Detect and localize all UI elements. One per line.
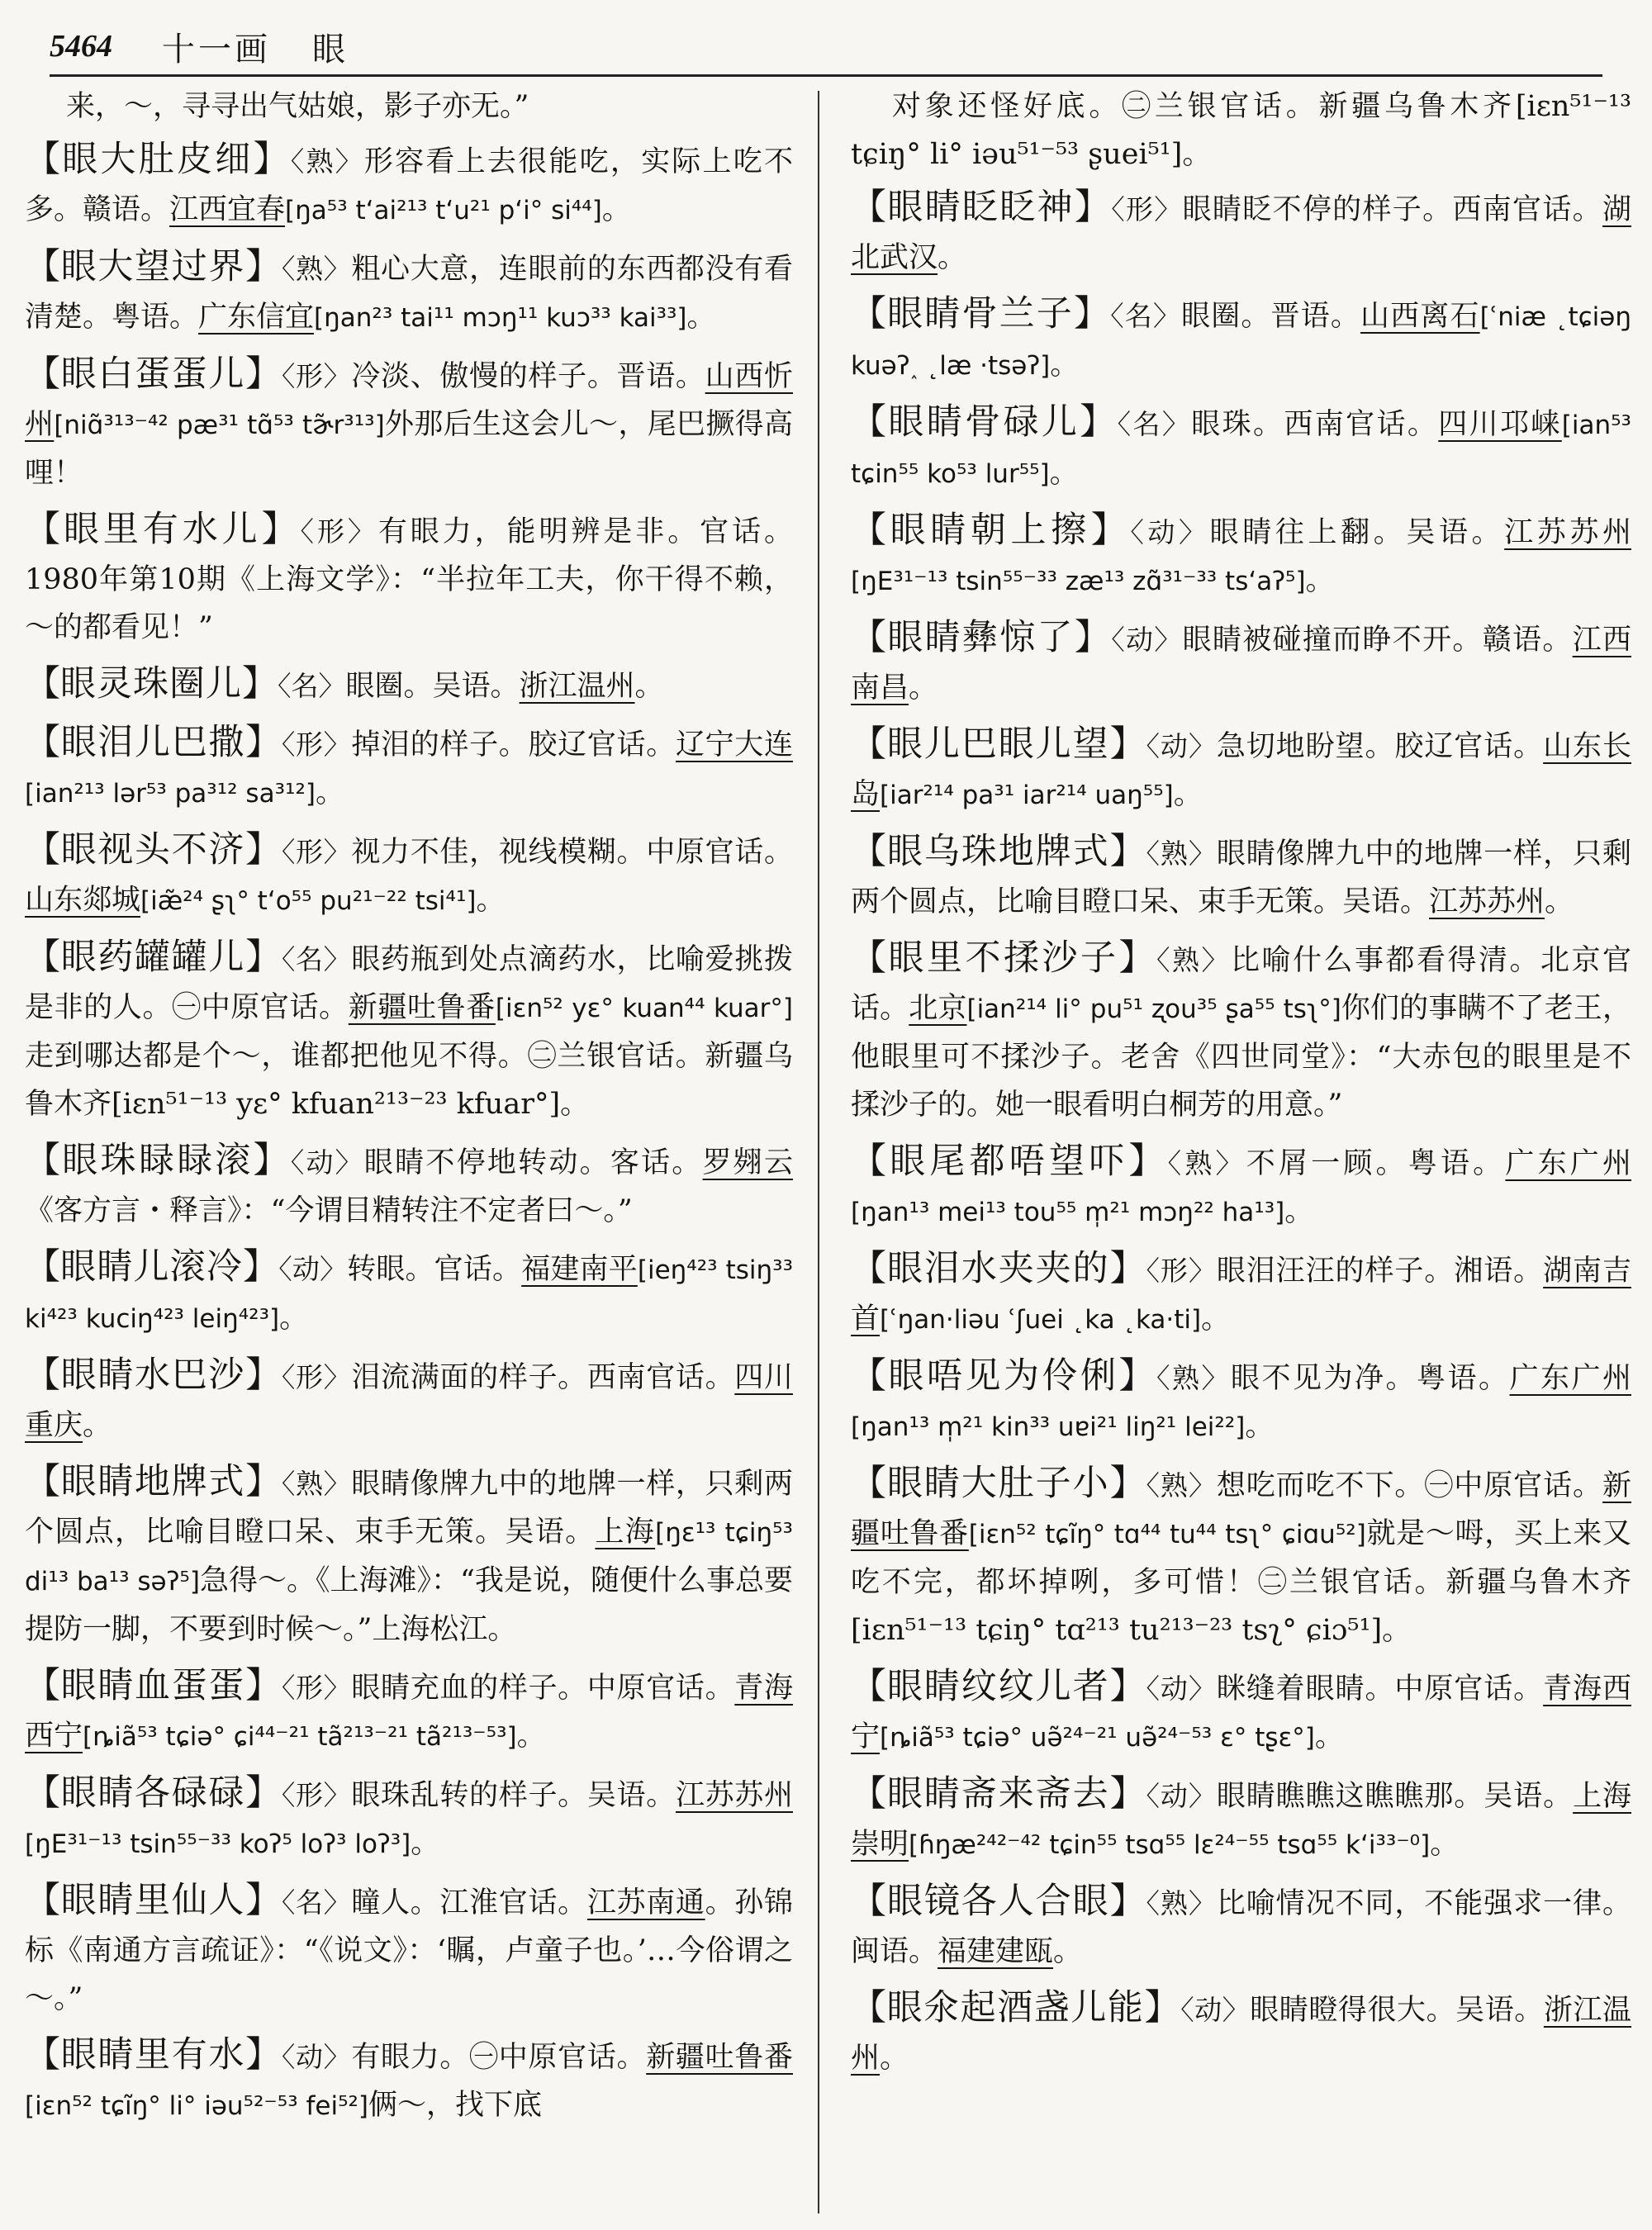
close-bracket: 】 <box>245 937 282 978</box>
dialect-location: 四川重庆 <box>25 1361 793 1442</box>
entry-definition: 急切地盼望。胶辽官话。 <box>1216 730 1544 763</box>
dictionary-entry <box>25 1136 793 1235</box>
part-of-speech: 〈熟〉 <box>1146 1469 1217 1502</box>
close-bracket: 】 <box>245 1880 282 1921</box>
entry-headword: 眼睛眨眨神 <box>887 187 1075 228</box>
entry-headword: 眼泪水夹夹的 <box>886 1248 1110 1289</box>
part-of-speech: 〈形〉 <box>281 836 352 868</box>
close-bracket: 】 <box>1109 1881 1146 1922</box>
part-of-speech: 〈熟〉 <box>1146 1887 1217 1919</box>
entry-example: 你们的事瞒不了老王，他眼里可不揉沙子。老舍《四世同堂》：“大赤包的眼里是不揉沙子的。她一眼看明白桐芳的用意。” <box>851 992 1631 1122</box>
part-of-speech: 〈动〉 <box>1130 516 1210 548</box>
entry-definition: 眼睛往上翻。吴语。 <box>1209 516 1505 549</box>
entry-example: 。 <box>1430 1828 1460 1861</box>
part-of-speech: 〈名〉 <box>281 943 352 975</box>
part-of-speech: 〈动〉 <box>1180 1994 1251 2026</box>
close-bracket: 】 <box>261 509 301 550</box>
part-of-speech: 〈形〉 <box>281 360 352 392</box>
open-bracket: 【 <box>851 187 888 228</box>
part-of-speech: 〈动〉 <box>290 1146 364 1179</box>
open-bracket: 【 <box>851 293 888 334</box>
open-bracket: 【 <box>851 1773 887 1815</box>
entry-definition: 眼睛不停地转动。客话。 <box>363 1146 703 1179</box>
dialect-location: 浙江温州 <box>851 1994 1631 2075</box>
entry-headword: 眼乌珠地牌式 <box>886 831 1110 872</box>
entry-headword: 眼睛骨碌儿 <box>888 401 1080 443</box>
entry-headword: 眼睛水巴沙 <box>60 1355 246 1396</box>
ipa-transcription: [iæ̃²⁴ ʂʅ° tʻo⁵⁵ pu²¹⁻²² tsi⁴¹] <box>140 886 477 916</box>
entry-definition: 眼泪汪汪的样子。湘语。 <box>1216 1255 1544 1288</box>
entry-definition: 眼睛瞪得很大。吴语。 <box>1250 1994 1544 2027</box>
entry-example: 急得～。《上海滩》：“我是说，随便什么事总要提防一脚，不要到时候～。”上海松江。 <box>25 1564 793 1646</box>
dictionary-entry <box>25 826 793 925</box>
dictionary-entry <box>851 1984 1631 2082</box>
page-header <box>50 18 1602 77</box>
entry-example: 。 <box>938 241 967 274</box>
entry-headword: 眼睛里有水 <box>60 2034 246 2076</box>
dialect-location: 江苏苏州 <box>1504 516 1631 549</box>
close-bracket: 】 <box>1109 724 1146 765</box>
entry-definition: 形容看上去很能吃，实际上吃不多。赣语。 <box>25 145 793 226</box>
dictionary-entry <box>851 1137 1631 1236</box>
entry-example: 。 <box>516 1720 546 1753</box>
stroke-count: 十一画 <box>162 30 271 69</box>
dictionary-entry <box>851 720 1631 819</box>
dictionary-entry <box>851 183 1631 282</box>
dictionary-entry <box>25 1769 793 1868</box>
entry-headword: 眼睛朝上擦 <box>890 510 1091 551</box>
ipa-transcription: [ʿŋan·liəu ʿʃuei ˛ka ˛ka·ti] <box>880 1305 1202 1335</box>
entry-definition: 眼睛像牌九中的地牌一样，只剩两个圆点，比喻目瞪口呆、束手无策。吴语。 <box>25 1468 793 1549</box>
open-bracket: 【 <box>25 1461 61 1502</box>
entry-headword: 眼大肚皮细 <box>62 139 254 180</box>
entry-headword: 眼儿巴眼儿望 <box>886 724 1110 765</box>
dialect-location: 山东长岛 <box>851 730 1631 811</box>
open-bracket: 【 <box>851 937 889 979</box>
dictionary-entry <box>851 934 1631 1129</box>
entry-headword: 眼珠睩睩滚 <box>62 1140 254 1181</box>
entry-headword: 眼睛血蛋蛋 <box>60 1665 246 1706</box>
entry-example: 。 <box>476 884 506 917</box>
dictionary-entry <box>25 1458 793 1654</box>
entry-definition: 眼睛瞧瞧这瞧瞧那。吴语。 <box>1216 1780 1574 1813</box>
open-bracket: 【 <box>851 510 890 551</box>
part-of-speech: 〈形〉 <box>281 1361 352 1393</box>
entry-definition: 眯缝着眼睛。中原官话。 <box>1216 1672 1544 1706</box>
dictionary-entry <box>851 1459 1631 1654</box>
entry-definition: 眼不见为净。粤语。 <box>1231 1362 1510 1395</box>
right-column <box>851 83 1631 2213</box>
entry-headword: 眼尾都唔望吓 <box>890 1141 1129 1182</box>
dialect-location: 青海西宁 <box>25 1672 793 1753</box>
entry-example: 走到哪达都是个～，谁都把他见不得。㊁兰银官话。新疆乌鲁木齐[iɛn⁵¹⁻¹³ yɛ° kfuan²¹³⁻²³ kfuar°]。 <box>25 1040 793 1121</box>
entry-example: 。 <box>686 301 716 334</box>
entry-definition: 眼睛被碰撞而睁不开。赣语。 <box>1182 624 1573 657</box>
close-bracket: 】 <box>1109 1666 1146 1707</box>
part-of-speech: 〈熟〉 <box>1156 944 1231 976</box>
ipa-transcription: [ɦŋæ²⁴²⁻⁴² tɕin⁵⁵ tsɑ⁵⁵ lɛ²⁴⁻⁵⁵ tsɑ⁵⁵ kʻi³³⁻⁰] <box>909 1830 1431 1860</box>
entry-example: 。 <box>315 776 344 809</box>
dialect-location: 辽宁大连 <box>675 728 793 762</box>
open-bracket: 【 <box>851 831 887 872</box>
dictionary-entry <box>851 398 1631 498</box>
open-bracket: 【 <box>25 2034 61 2076</box>
entry-definition: 视力不佳，视线模糊。中原官话。 <box>351 836 793 869</box>
close-bracket: 】 <box>1109 1463 1146 1504</box>
close-bracket: 】 <box>242 663 278 705</box>
ipa-transcription: [iɛn⁵² tɕĩŋ° tɑ⁴⁴ tu⁴⁴ tsʅ° ɕiɑu⁵²] <box>968 1520 1366 1549</box>
dictionary-entry <box>25 350 793 497</box>
open-bracket: 【 <box>851 724 887 765</box>
close-bracket: 】 <box>1090 510 1131 551</box>
part-of-speech: 〈名〉 <box>1110 300 1182 332</box>
close-bracket: 】 <box>245 246 282 287</box>
entry-headword: 眼睛彝惊了 <box>887 617 1075 658</box>
dialect-location: 湖北武汉 <box>851 193 1631 274</box>
entry-headword: 眼睛纹纹儿者 <box>886 1666 1110 1707</box>
entry-headword: 眼大望过界 <box>60 246 246 287</box>
dictionary-entry <box>25 660 793 710</box>
entry-definition: 比喻情况不同，不能强求一律。闽语。 <box>851 1887 1631 1968</box>
part-of-speech: 〈形〉 <box>281 728 352 761</box>
dialect-location: 罗翙云 <box>702 1146 793 1179</box>
open-bracket: 【 <box>25 1246 61 1288</box>
close-bracket: 】 <box>245 1772 282 1814</box>
dictionary-entry <box>25 135 793 235</box>
entry-headword: 眼里有水儿 <box>63 509 262 550</box>
dialect-location: 新疆吐鲁番 <box>348 991 496 1024</box>
dictionary-entry <box>851 506 1631 605</box>
entry-definition: 瞳人。江淮官话。 <box>351 1886 587 1919</box>
entry-headword: 眼睛地牌式 <box>60 1461 246 1502</box>
entry-definition: 冷淡、傲慢的样子。晋语。 <box>351 360 705 393</box>
part-of-speech: 〈形〉 <box>281 1779 352 1811</box>
dictionary-entry <box>851 1352 1631 1451</box>
part-of-speech: 〈名〉 <box>278 670 346 702</box>
dictionary-entry <box>25 2031 793 2130</box>
open-bracket: 【 <box>25 509 64 550</box>
entry-example: 。孙锦标《南通方言疏证》：“《说文》：‘瞩，卢童子也。’…今俗谓之～。” <box>25 1886 793 2015</box>
entry-definition: 泪流满面的样子。西南官话。 <box>351 1361 735 1394</box>
part-of-speech: 〈形〉 <box>300 515 378 548</box>
continuation-text: 对象还怪好底。㊁兰银官话。新疆乌鲁木齐[iɛn⁵¹⁻¹³ tɕiŋ° li° iəu⁵¹⁻⁵³ ʂuei⁵¹]。 <box>851 90 1631 171</box>
close-bracket: 】 <box>245 1355 282 1396</box>
open-bracket: 【 <box>25 353 61 395</box>
ipa-transcription: [ŋɛ¹³ tɕiŋ⁵³ di¹³ ba¹³ səʔ⁵] <box>25 1518 793 1597</box>
entry-definition: 眼睛充血的样子。中原官话。 <box>351 1672 735 1705</box>
dialect-location: 山东郯城 <box>25 884 141 917</box>
entry-definition: 比喻什么事都看得清。北京官话。 <box>851 944 1631 1025</box>
ipa-transcription: [ian²¹³ lər⁵³ pa³¹² sa³¹²] <box>25 779 316 809</box>
entry-headword: 眼里不揉沙子 <box>888 937 1119 979</box>
entry-definition: 眼圈。晋语。 <box>1181 300 1360 333</box>
dictionary-entry <box>25 1243 793 1343</box>
dictionary-entry <box>25 505 793 652</box>
dictionary-entry <box>25 719 793 818</box>
column-divider <box>818 91 819 2213</box>
part-of-speech: 〈熟〉 <box>281 253 352 285</box>
part-of-speech: 〈动〉 <box>281 2041 352 2073</box>
part-of-speech: 〈熟〉 <box>1146 837 1217 870</box>
dialect-location: 江苏南通 <box>586 1886 705 1919</box>
entry-definition: 粗心大意，连眼前的东西都没有看清楚。粤语。 <box>25 253 793 334</box>
entry-definition: 眼圈。吴语。 <box>345 670 520 703</box>
dictionary-entry <box>851 614 1631 712</box>
ipa-transcription: [ŋE³¹⁻¹³ tsin⁵⁵⁻³³ zæ¹³ zɑ̃³¹⁻³³ tsʻaʔ⁵] <box>851 567 1306 596</box>
entry-example: 。 <box>279 1302 309 1335</box>
part-of-speech: 〈形〉 <box>1111 193 1183 225</box>
ipa-transcription: [iar²¹⁴ pa³¹ iar²¹⁴ uaŋ⁵⁵] <box>880 780 1174 810</box>
part-of-speech: 〈名〉 <box>281 1886 352 1919</box>
dialect-location: 湖南吉首 <box>851 1255 1631 1336</box>
dialect-location: 江西南昌 <box>851 624 1631 705</box>
dictionary-entry <box>851 1877 1631 1976</box>
entry-definition: 眼睛眨不停的样子。西南官话。 <box>1182 193 1602 226</box>
close-bracket: 】 <box>1074 617 1112 658</box>
close-bracket: 】 <box>1073 293 1111 334</box>
close-bracket: 】 <box>245 722 282 763</box>
part-of-speech: 〈动〉 <box>1146 1780 1217 1812</box>
part-of-speech: 〈熟〉 <box>290 145 364 178</box>
entry-example: 。 <box>1284 1195 1314 1228</box>
dictionary-entry <box>851 828 1631 926</box>
part-of-speech: 〈名〉 <box>1117 408 1192 440</box>
entry-headword: 眼氽起酒盏儿能 <box>886 1987 1145 2028</box>
dictionary-entry <box>25 1351 793 1450</box>
dictionary-entry <box>25 243 793 342</box>
entry-headword: 眼睛各碌碌 <box>60 1772 246 1814</box>
entry-headword: 眼唔见为伶俐 <box>888 1355 1119 1397</box>
part-of-speech: 〈动〉 <box>1111 624 1183 656</box>
dialect-location: 新疆吐鲁番 <box>646 2041 793 2074</box>
close-bracket: 】 <box>245 353 282 395</box>
open-bracket: 【 <box>25 1665 61 1706</box>
dictionary-entry <box>25 1662 793 1761</box>
close-bracket: 】 <box>1109 1773 1146 1815</box>
dialect-location: 山西忻州 <box>25 360 793 441</box>
entry-example: 。 <box>1245 1410 1275 1443</box>
open-bracket: 【 <box>851 1463 887 1504</box>
open-bracket: 【 <box>851 617 888 658</box>
ipa-transcription: [iɛn⁵² yɛ° kuan⁴⁴ kuar°] <box>495 994 793 1023</box>
entry-headword: 眼睛斋来斋去 <box>886 1773 1110 1815</box>
close-bracket: 】 <box>245 829 282 871</box>
part-of-speech: 〈熟〉 <box>1156 1362 1231 1394</box>
close-bracket: 】 <box>1109 1248 1146 1289</box>
close-bracket: 】 <box>1080 401 1118 443</box>
ipa-transcription: [ian⁵³ tɕin⁵⁵ ko⁵³ lur⁵⁵] <box>851 410 1631 489</box>
entry-example: 。 <box>1053 1935 1083 1968</box>
entry-headword: 眼镜各人合眼 <box>886 1881 1110 1922</box>
entry-headword: 眼睛里仙人 <box>60 1880 246 1921</box>
entry-example: 。 <box>1201 1302 1231 1336</box>
open-bracket: 【 <box>25 937 61 978</box>
open-bracket: 【 <box>25 829 61 871</box>
ipa-transcription: [ŋE³¹⁻¹³ tsin⁵⁵⁻³³ koʔ⁵ loʔ³ loʔ³] <box>25 1829 411 1859</box>
entry-example: 。 <box>1049 457 1079 490</box>
open-bracket: 【 <box>25 1772 61 1814</box>
entry-example: 就是～呣，买上来又吃不完，都坏掉咧，多可惜！㊁兰银官话。新疆乌鲁木齐[iɛn⁵¹⁻¹³ tɕiŋ° tɑ²¹³ tu²¹³⁻²³ tsʅ° ɕiɔ⁵¹]。 <box>851 1517 1631 1647</box>
dialect-location: 上海崇明 <box>851 1780 1631 1861</box>
open-bracket: 【 <box>25 1355 61 1396</box>
open-bracket: 【 <box>851 1666 887 1707</box>
dialect-location: 江西宜春 <box>169 193 286 226</box>
close-bracket: 】 <box>253 139 291 180</box>
close-bracket: 】 <box>1109 831 1146 872</box>
page-number: 5464 <box>50 29 112 64</box>
entry-example: 。 <box>634 670 664 703</box>
entry-definition: 眼珠乱转的样子。吴语。 <box>351 1779 676 1812</box>
ipa-transcription: [ieŋ⁴²³ tsiŋ³³ ki⁴²³ kuciŋ⁴²³ leiŋ⁴²³] <box>25 1255 793 1334</box>
part-of-speech: 〈熟〉 <box>281 1468 352 1500</box>
dictionary-entry <box>851 1663 1631 1762</box>
entry-definition: 不屑一顾。粤语。 <box>1246 1147 1506 1180</box>
dialect-location: 山西离石 <box>1360 300 1480 333</box>
dialect-location: 新疆吐鲁番 <box>851 1469 1631 1550</box>
open-bracket: 【 <box>25 1140 63 1181</box>
entry-example: 俩～，找下底 <box>368 2089 543 2122</box>
ipa-transcription: [ŋan¹³ m̩²¹ kin³³ uɐi²¹ liŋ²¹ lei²²] <box>851 1412 1246 1442</box>
entry-definition: 有眼力。㊀中原官话。 <box>351 2041 647 2074</box>
entry-definition: 眼药瓶到处点滴药水，比喻爱挑拨是非的人。㊀中原官话。 <box>25 943 793 1024</box>
open-bracket: 【 <box>25 139 63 180</box>
entry-example: 1980年第10期《上海文学》：“半拉年工夫，你干得不赖，～的都看见！” <box>25 563 793 644</box>
continuation-text: 来，～，寻寻出气姑娘，影子亦无。” <box>66 90 529 123</box>
entry-definition: 掉泪的样子。胶辽官话。 <box>351 728 676 762</box>
left-column <box>25 83 793 2213</box>
close-bracket: 】 <box>1128 1141 1168 1182</box>
entry-example: 。 <box>1545 885 1574 918</box>
ipa-transcription: [ȵiã⁵³ tɕiə° uə̃²⁴⁻²¹ uə̃²⁴⁻⁵³ ɛ° tʂɛ°] <box>880 1723 1315 1753</box>
dictionary-entry <box>851 1245 1631 1344</box>
entry-headword: 眼灵珠圈儿 <box>60 663 242 705</box>
entry-example: 。 <box>1305 564 1335 597</box>
entry-example: 。 <box>1050 349 1080 382</box>
entry-example: 。 <box>909 671 938 705</box>
dialect-location: 广东广州 <box>1505 1147 1631 1180</box>
ipa-transcription: [ŋa⁵³ tʻai²¹³ tʻu²¹ pʻi° si⁴⁴] <box>285 196 602 225</box>
ipa-transcription: [ʿniæ ˛tɕiəŋ kuəʔ˰ ˛læ ·tsəʔ] <box>851 302 1631 381</box>
entry-example: 。 <box>411 1827 440 1860</box>
close-bracket: 】 <box>245 1665 282 1706</box>
entry-example: 。 <box>1173 778 1203 811</box>
open-bracket: 【 <box>851 1141 890 1182</box>
open-bracket: 【 <box>851 1355 889 1397</box>
dictionary-entry <box>851 1770 1631 1869</box>
dictionary-entry <box>25 1877 793 2023</box>
part-of-speech: 〈形〉 <box>281 1672 352 1704</box>
open-bracket: 【 <box>851 1987 887 2028</box>
open-bracket: 【 <box>25 722 61 763</box>
ipa-transcription: [iɛn⁵² tɕĩŋ° li° iəu⁵²⁻⁵³ fei⁵²] <box>25 2091 369 2121</box>
entry-example: 。 <box>83 1409 112 1442</box>
open-bracket: 【 <box>851 401 889 443</box>
dictionary-entry <box>25 933 793 1128</box>
entry-definition: 眼睛像牌九中的地牌一样，只剩两个圆点，比喻目瞪口呆、束手无策。吴语。 <box>851 837 1631 918</box>
dialect-location: 福建建瓯 <box>938 1935 1054 1968</box>
ipa-transcription: [ŋan²³ tai¹¹ mɔŋ¹¹ kuɔ³³ kai³³] <box>314 303 687 333</box>
entry-definition: 有眼力，能明辨是非。官话。 <box>377 515 793 548</box>
open-bracket: 【 <box>851 1881 887 1922</box>
close-bracket: 】 <box>253 1140 291 1181</box>
entry-example: 。 <box>601 193 631 226</box>
close-bracket: 】 <box>245 2034 282 2076</box>
ipa-transcription: [niɑ̃³¹³⁻⁴² pæ³¹ tɑ̃⁵³ tɚ̃r³¹³] <box>54 410 385 440</box>
dialect-location: 浙江温州 <box>519 670 635 703</box>
dialect-location: 广东信宜 <box>198 301 315 334</box>
dialect-location: 北京 <box>909 992 967 1025</box>
entry-example: 《客方言・释言》：“今谓目精转注不定者曰～。” <box>25 1194 633 1227</box>
ipa-transcription: [ȵiã⁵³ tɕiə° ɕi⁴⁴⁻²¹ tã²¹³⁻²¹ tã²¹³⁻⁵³] <box>83 1722 517 1752</box>
entry-headword: 眼白蛋蛋儿 <box>60 353 246 395</box>
entry-definition: 眼珠。西南官话。 <box>1191 408 1439 441</box>
entry-example: 外那后生这会儿～，尾巴撅得高哩！ <box>25 408 793 490</box>
part-of-speech: 〈熟〉 <box>1167 1147 1246 1179</box>
entry-headword: 眼药罐罐儿 <box>60 937 246 978</box>
entry-example: 。 <box>880 2042 909 2075</box>
part-of-speech: 〈形〉 <box>1146 1255 1217 1287</box>
dialect-location: 江苏苏州 <box>1429 885 1545 918</box>
part-of-speech: 〈动〉 <box>278 1253 348 1285</box>
part-of-speech: 〈动〉 <box>1146 730 1217 762</box>
dialect-location: 江苏苏州 <box>675 1779 793 1812</box>
close-bracket: 】 <box>1118 1355 1156 1397</box>
close-bracket: 】 <box>1118 937 1156 979</box>
close-bracket: 】 <box>243 1246 279 1288</box>
entry-example: 。 <box>1314 1720 1344 1753</box>
entry-headword: 眼视头不济 <box>60 829 246 871</box>
close-bracket: 】 <box>245 1461 282 1502</box>
open-bracket: 【 <box>25 1880 61 1921</box>
entry-headword: 眼泪儿巴撒 <box>60 722 246 763</box>
dictionary-entry <box>851 290 1631 390</box>
entry-definition: 想吃而吃不下。㊀中原官话。 <box>1216 1469 1602 1502</box>
dialect-location: 四川邛崃 <box>1438 408 1562 441</box>
ipa-transcription: [ŋan¹³ mei¹³ tou⁵⁵ m̩²¹ mɔŋ²² ha¹³] <box>851 1198 1285 1227</box>
open-bracket: 【 <box>851 1248 887 1289</box>
dialect-location: 青海西宁 <box>851 1672 1631 1753</box>
dialect-location: 广东广州 <box>1509 1362 1631 1395</box>
open-bracket: 【 <box>25 246 61 287</box>
dialect-location: 福建南平 <box>521 1253 638 1286</box>
close-bracket: 】 <box>1144 1987 1181 2028</box>
dialect-location: 上海 <box>595 1516 656 1549</box>
open-bracket: 【 <box>25 663 60 705</box>
close-bracket: 】 <box>1074 187 1112 228</box>
ipa-transcription: [ian²¹⁴ li° pu⁵¹ ʐou³⁵ ʂa⁵⁵ tsʅ°] <box>966 994 1341 1024</box>
entry-headword: 眼睛骨兰子 <box>887 293 1074 334</box>
entry-headword: 眼睛大肚子小 <box>886 1463 1110 1504</box>
part-of-speech: 〈动〉 <box>1146 1672 1217 1705</box>
entry-definition: 转眼。官话。 <box>347 1253 522 1286</box>
radical: 眼 <box>312 30 345 69</box>
entry-headword: 眼睛儿滚冷 <box>60 1246 244 1288</box>
